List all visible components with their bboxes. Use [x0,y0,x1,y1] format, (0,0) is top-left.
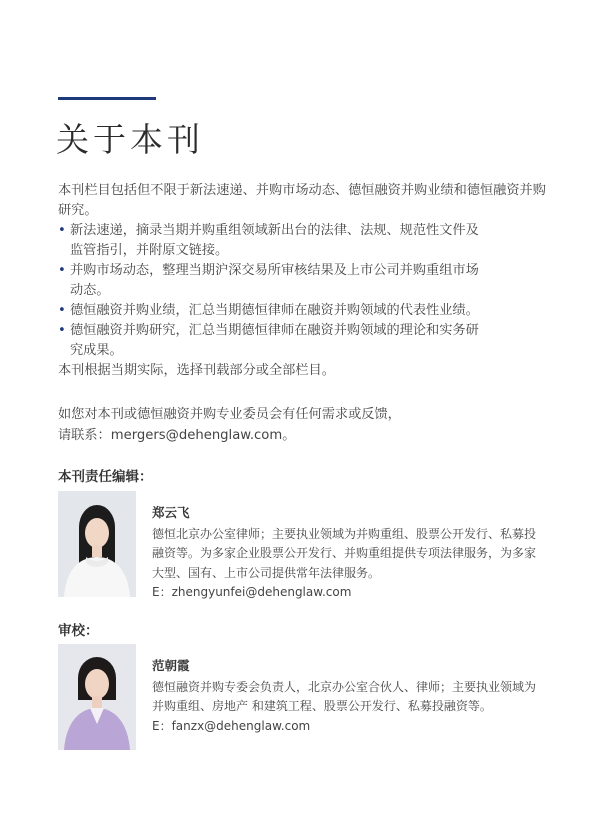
bullet-dot-icon: • [58,223,66,238]
list-item-text: 新法速递，摘录当期并购重组领域新出台的法律、法规、规范性文件及监管指引，并附原文链接。 [70,223,479,258]
list-item-text: 德恒融资并购研究，汇总当期德恒律师在融资并购领域的理论和实务研究成果。 [70,323,479,358]
editor-avatar [58,491,136,597]
list-item-text: 并购市场动态，整理当期沪深交易所审核结果及上市公司并购重组市场动态。 [70,263,479,298]
list-item [58,321,548,361]
editor-email: E：zhengyunfei@dehenglaw.com [152,585,352,599]
reviewer-name: 范朝霞 [152,658,190,673]
bullet-dot-icon: • [58,323,66,338]
page-title: 关于本刊 [56,120,204,159]
list-item [58,261,548,301]
column-list [58,221,548,361]
intro-section [58,181,548,381]
reviewer-email: E：fanzx@dehenglaw.com [152,718,311,733]
editor-name: 郑云飞 [152,505,190,520]
reviewer-avatar [58,644,136,750]
reviewer-portrait-icon [58,644,136,750]
list-item [58,221,548,261]
contact-line-1: 如您对本刊或德恒融资并购专业委员会有任何需求或反馈， [58,407,401,422]
reviewer-info [152,656,547,736]
title-accent-bar [58,97,156,100]
editor-portrait-icon [58,491,136,597]
bullet-dot-icon: • [58,303,66,318]
reviewer-section-label: 审校： [58,623,99,639]
list-item [58,301,548,321]
list-item-text: 德恒融资并购业绩，汇总当期德恒律师在融资并购领域的代表性业绩。 [70,303,479,318]
intro-closing: 本刊根据当期实际，选择刊载部分或全部栏目。 [58,363,335,378]
bullet-dot-icon: • [58,263,66,278]
contact-line-2: 请联系：mergers@dehenglaw.com。 [58,428,296,443]
editor-bio: 德恒北京办公室律师；主要执业领域为并购重组、股票公开发行、私募投融资等。为多家企业股票公开发行、并购重组提供专项法律服务，为多家大型、国有、上市公司提供常年法律服务。 [152,526,537,580]
contact-section [58,404,558,446]
editor-info [152,503,547,603]
intro-lead: 本刊栏目包括但不限于新法速递、并购市场动态、德恒融资并购业绩和德恒融资并购研究。 [58,183,546,218]
reviewer-bio: 德恒融资并购专委会负责人，北京办公室合伙人、律师；主要执业领域为并购重组、房地产 和建筑工程、股票公开发行、私募投融资等。 [152,679,537,713]
editor-section-label: 本刊责任编辑： [58,469,153,485]
